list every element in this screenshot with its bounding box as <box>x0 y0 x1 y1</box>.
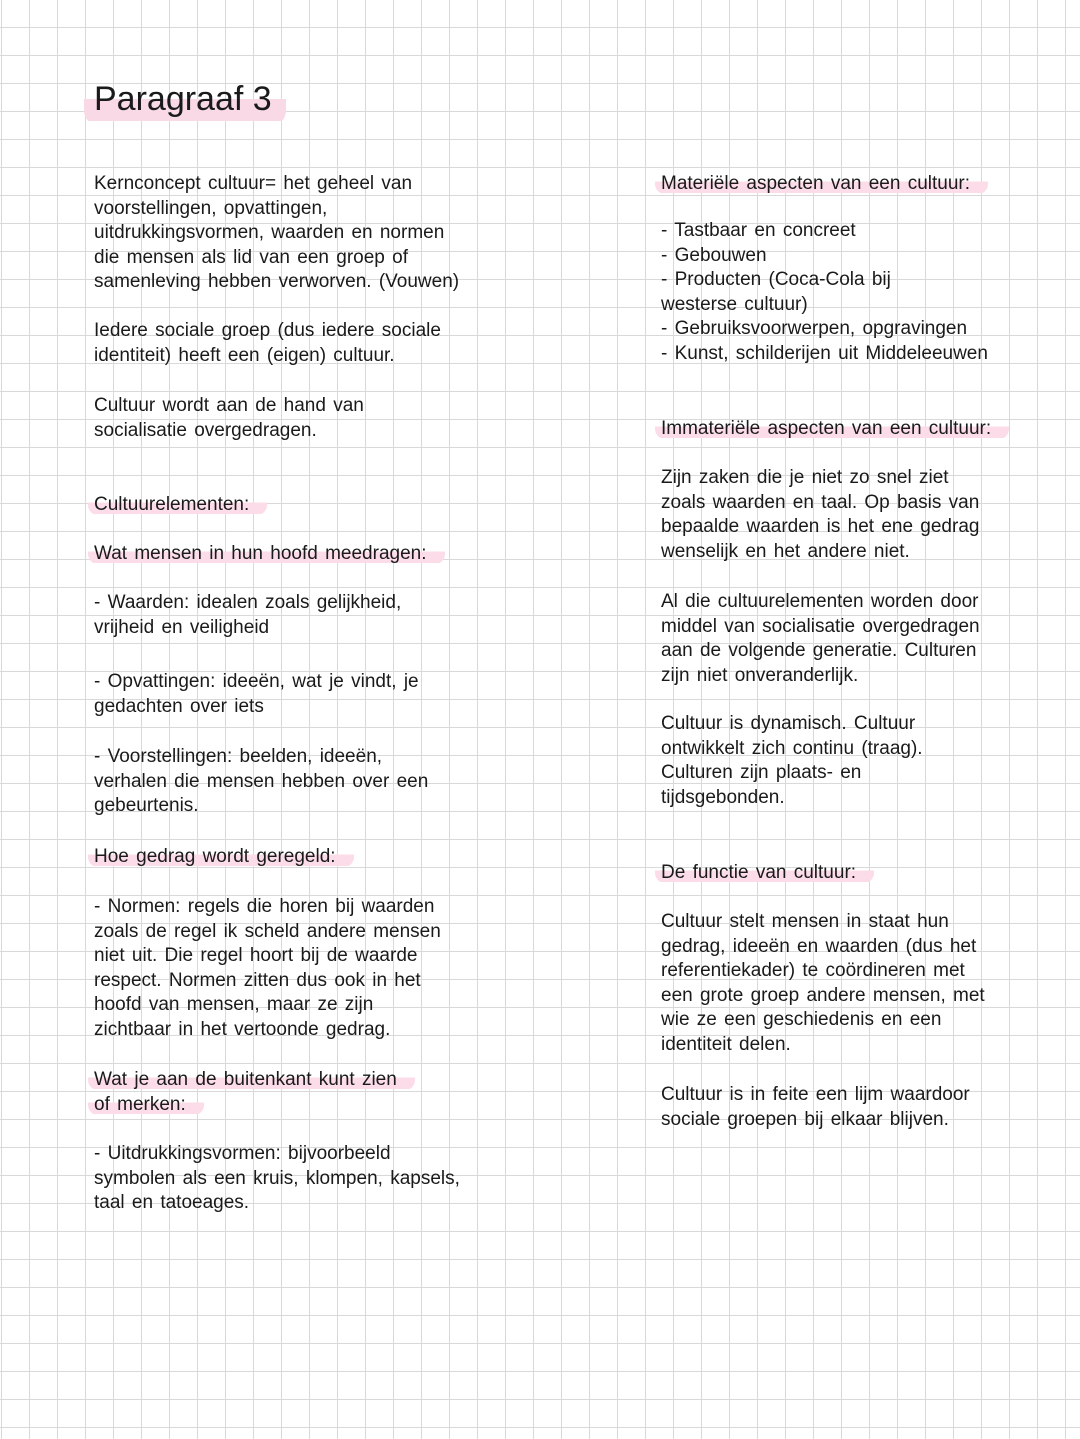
line-text: Cultuur stelt mensen in staat hun <box>661 911 949 932</box>
line-text: referentiekader) te coördineren met <box>661 960 965 982</box>
line-text: zijn niet onveranderlijk. <box>661 664 859 686</box>
line-text: socialisatie overgedragen. <box>94 419 317 441</box>
note-line <box>94 745 382 769</box>
line-text: voorstellingen, opvattingen, <box>94 197 328 219</box>
line-text: of merken: <box>88 1094 204 1115</box>
line-text: - Opvattingen: ideeën, wat je vindt, je <box>94 671 419 692</box>
note-line <box>661 984 985 1008</box>
note-line <box>94 895 434 919</box>
section-heading <box>94 1093 204 1117</box>
note-line <box>94 794 199 818</box>
line-text: Iedere sociale groep (dus iedere sociale <box>94 320 441 341</box>
note-line <box>661 590 978 614</box>
line-text: taal en tatoeages. <box>94 1192 250 1214</box>
line-text: gedrag, ideeën en waarden (dus het <box>661 935 977 957</box>
line-text: samenleving hebben verworven. (Vouwen) <box>94 271 460 293</box>
line-text: Cultuurelementen: <box>88 494 267 515</box>
line-text: Kernconcept cultuur= het geheel van <box>94 173 413 194</box>
line-text: uitdrukkingsvormen, waarden en normen <box>94 222 445 244</box>
note-line <box>94 270 459 294</box>
line-text: bepaalde waarden is het ene gedrag <box>661 516 980 538</box>
section-heading <box>661 861 874 885</box>
line-text: wenselijk en het andere niet. <box>661 540 910 562</box>
line-text: - Uitdrukkingsvormen: bijvoorbeeld <box>94 1143 391 1164</box>
line-text: Zijn zaken die je niet zo snel ziet <box>661 467 949 488</box>
note-line <box>94 944 417 968</box>
section-heading <box>661 172 988 196</box>
line-text: ontwikkelt zich continu (traag). <box>661 737 923 759</box>
line-text: Cultuur wordt aan de hand van <box>94 395 364 416</box>
line-text: Immateriële aspecten van een cultuur: <box>655 418 1009 439</box>
note-line <box>661 1108 949 1132</box>
note-line <box>94 920 441 944</box>
note-line <box>661 515 979 539</box>
note-line <box>94 246 408 270</box>
note-line <box>94 670 419 694</box>
note-line <box>661 712 915 736</box>
line-text: Wat je aan de buitenkant kunt zien <box>88 1069 415 1090</box>
line-text: - Normen: regels die horen bij waarden <box>94 896 435 917</box>
note-line <box>661 639 976 663</box>
note-line <box>94 616 269 640</box>
section-heading <box>94 845 354 869</box>
note-line <box>94 344 395 368</box>
line-text: Al die cultuurelementen worden door <box>661 591 979 612</box>
section-heading <box>661 417 1009 441</box>
note-line <box>661 244 767 268</box>
line-text: sociale groepen bij elkaar blijven. <box>661 1108 949 1130</box>
note-line <box>661 910 949 934</box>
line-text: symbolen als een kruis, klompen, kapsels, <box>94 1167 460 1189</box>
note-line <box>661 466 949 490</box>
note-line <box>94 394 364 418</box>
note-line <box>661 615 980 639</box>
line-text: die mensen als lid van een groep of <box>94 246 408 268</box>
note-line <box>661 317 967 341</box>
note-line <box>94 591 401 615</box>
note-line <box>94 197 327 221</box>
line-text: vrijheid en veiligheid <box>94 616 270 638</box>
note-line <box>661 293 808 317</box>
line-text: een grote groep andere mensen, met <box>661 984 985 1006</box>
line-text: wie ze een geschiedenis en een <box>661 1009 942 1031</box>
note-line <box>661 1033 791 1057</box>
line-text: identiteit) heeft een (eigen) cultuur. <box>94 344 395 366</box>
line-text: respect. Normen zitten dus ook in het <box>94 969 421 991</box>
note-line <box>661 786 785 810</box>
line-text: Cultuur is dynamisch. Cultuur <box>661 713 916 734</box>
line-text: middel van socialisatie overgedragen <box>661 615 980 637</box>
line-text: Wat mensen in hun hoofd meedragen: <box>88 543 445 564</box>
note-line <box>661 737 923 761</box>
line-text: zoals de regel ik scheld andere mensen <box>94 920 441 942</box>
note-line <box>94 1191 249 1215</box>
line-text: tijdsgebonden. <box>661 786 785 808</box>
line-text: westerse cultuur) <box>661 293 808 315</box>
note-line <box>661 268 891 292</box>
note-line <box>661 491 979 515</box>
line-text: - Tastbaar en concreet <box>661 220 856 241</box>
section-heading <box>94 1068 415 1092</box>
note-line <box>94 172 412 196</box>
note-line <box>94 969 421 993</box>
note-line <box>94 319 441 343</box>
note-line <box>661 959 965 983</box>
note-line <box>661 935 976 959</box>
line-text: Hoe gedrag wordt geregeld: <box>88 846 354 867</box>
note-line <box>94 221 444 245</box>
note-line <box>661 342 988 366</box>
line-text: gebeurtenis. <box>94 795 199 817</box>
line-text: De functie van cultuur: <box>655 862 874 883</box>
line-text: - Gebruiksvoorwerpen, opgravingen <box>661 318 968 340</box>
line-text: - Voorstellingen: beelden, ideeën, <box>94 746 383 767</box>
line-text: - Gebouwen <box>661 244 767 266</box>
section-heading <box>94 542 445 566</box>
line-text: identiteit delen. <box>661 1034 791 1055</box>
note-line <box>661 1083 970 1107</box>
note-line <box>94 1167 460 1191</box>
note-line <box>94 1018 390 1042</box>
note-line <box>661 761 861 785</box>
note-line <box>661 1008 941 1032</box>
line-text: gedachten over iets <box>94 695 264 717</box>
line-text: aan de volgende generatie. Culturen <box>661 640 977 662</box>
note-line <box>661 219 856 243</box>
line-text: hoofd van mensen, maar ze zijn <box>94 994 374 1016</box>
note-line <box>94 419 317 443</box>
line-text: - Producten (Coca-Cola bij <box>661 269 891 291</box>
note-line <box>94 993 373 1017</box>
note-line <box>94 1142 391 1166</box>
note-line <box>661 540 910 564</box>
note-line <box>94 770 428 794</box>
page-title: Paragraaf 3 <box>84 78 286 125</box>
section-heading <box>94 493 267 517</box>
note-line <box>661 664 858 688</box>
line-text: zoals waarden en taal. Op basis van <box>661 491 980 513</box>
line-text: Culturen zijn plaats- en <box>661 762 862 784</box>
line-text: - Waarden: idealen zoals gelijkheid, <box>94 592 402 613</box>
line-text: verhalen die mensen hebben over een <box>94 770 429 792</box>
line-text: - Kunst, schilderijen uit Middeleeuwen <box>661 343 988 364</box>
line-text: Materiële aspecten van een cultuur: <box>655 173 988 194</box>
line-text: niet uit. Die regel hoort bij de waarde <box>94 945 418 967</box>
note-line <box>94 695 264 719</box>
line-text: Cultuur is in feite een lijm waardoor <box>661 1084 970 1105</box>
line-text: zichtbaar in het vertoonde gedrag. <box>94 1019 391 1040</box>
